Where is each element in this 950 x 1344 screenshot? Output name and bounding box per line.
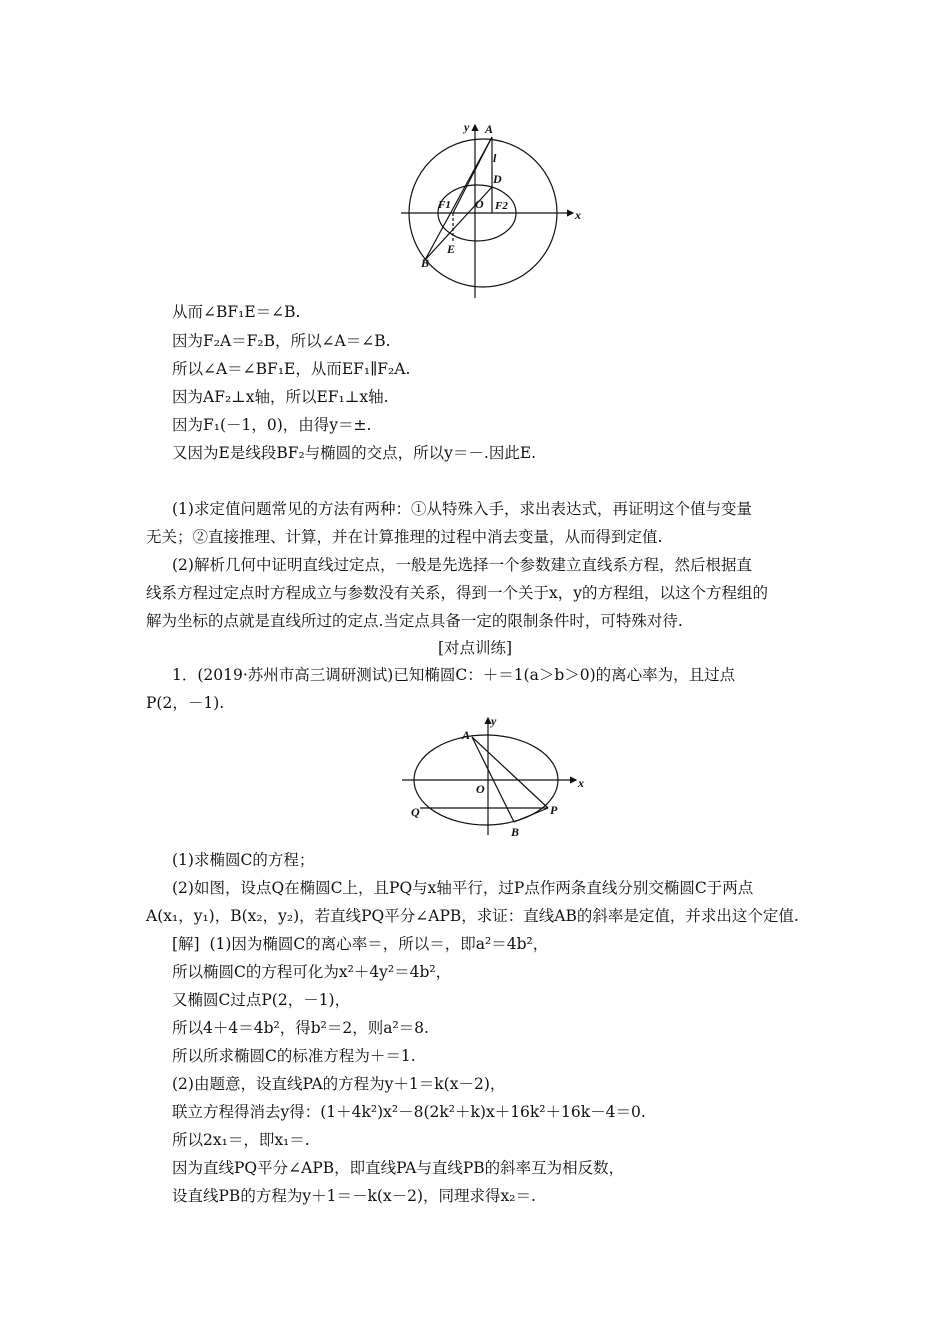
- problem-line-1: 1．(2019·苏州市高三调研测试)已知椭圆C：＋＝1(a＞b＞0)的离心率为，且过点: [172, 666, 736, 684]
- note-1-line-2: 无关；②直接推理、计算，并在计算推理的过程中消去变量，从而得到定值.: [146, 528, 663, 546]
- question-2-line-2: A(x₁，y₁)，B(x₂，y₂)，若直线PQ平分∠APB，求证：直线AB的斜率是定值，并求出这个定值.: [146, 907, 799, 925]
- note-1-line-1: (1)求定值问题常见的方法有两种：①从特殊入手，求出表达式，再证明这个值与变量: [172, 500, 752, 518]
- solution-line: 又椭圆C过点P(2，－1)，: [172, 991, 351, 1009]
- label-x: x: [575, 208, 581, 222]
- solution-line: 所以椭圆C的方程可化为x²＋4y²＝4b²，: [172, 963, 452, 981]
- figure-circle-ellipse: [395, 115, 595, 305]
- label-l: l: [493, 151, 497, 165]
- solution-line: 设直线PB的方程为y＋1＝－k(x－2)，同理求得x₂＝.: [172, 1187, 536, 1205]
- label-b: B: [421, 256, 430, 270]
- problem-line-2: P(2，－1).: [146, 694, 225, 712]
- label-e: E: [447, 242, 456, 256]
- label-f1: F1: [438, 199, 451, 211]
- proof-line: 所以∠A＝∠BF₁E，从而EF₁∥F₂A.: [172, 360, 411, 378]
- solution-line: 所以所求椭圆C的标准方程为＋＝1.: [172, 1047, 416, 1065]
- solution-line: 所以2x₁＝，即x₁＝.: [172, 1131, 310, 1149]
- solution-line: 所以4＋4＝4b²，得b²＝2，则a²＝8.: [172, 1019, 429, 1037]
- note-2-line-2: 线系方程过定点时方程成立与参数没有关系，得到一个关于x，y的方程组，以这个方程组的: [146, 584, 769, 602]
- proof-line: 又因为E是线段BF₂与椭圆的交点，所以y＝－.因此E.: [172, 444, 537, 462]
- proof-line: 从而∠BF₁E＝∠B.: [172, 303, 301, 321]
- proof-line: 因为F₂A＝F₂B，所以∠A＝∠B.: [172, 332, 391, 350]
- label-a: A: [485, 122, 494, 136]
- label-o: O: [476, 782, 485, 796]
- question-1: (1)求椭圆C的方程；: [172, 851, 315, 869]
- proof-line: 因为F₁(－1，0)，由得y＝±.: [172, 416, 372, 434]
- question-2-line-1: (2)如图，设点Q在椭圆C上，且PQ与x轴平行，过P点作两条直线分别交椭圆C于两点: [172, 879, 754, 897]
- label-x: x: [578, 776, 584, 790]
- label-f2: F2: [495, 200, 508, 212]
- solution-line: 因为直线PQ平分∠APB，即直线PA与直线PB的斜率互为相反数，: [172, 1159, 625, 1177]
- label-p: P: [550, 803, 558, 817]
- label-q: Q: [411, 805, 420, 819]
- label-y: y: [491, 714, 497, 728]
- label-d: D: [493, 172, 502, 186]
- label-y: y: [464, 120, 470, 134]
- note-2-line-3: 解为坐标的点就是直线所过的定点.当定点具备一定的限制条件时，可特殊对待.: [146, 612, 683, 630]
- label-b: B: [511, 825, 520, 839]
- training-header: [对点训练]: [437, 639, 513, 657]
- note-2-line-1: (2)解析几何中证明直线过定点，一般是先选择一个参数建立直线系方程，然后根据直: [172, 556, 752, 574]
- solution-line: 联立方程得消去y得：(1＋4k²)x²－8(2k²＋k)x＋16k²＋16k－4＝0.: [172, 1103, 646, 1121]
- figure-ellipse-chords: [398, 712, 593, 840]
- proof-line: 因为AF₂⊥x轴，所以EF₁⊥x轴.: [172, 388, 389, 406]
- solution-line: (2)由题意，设直线PA的方程为y＋1＝k(x－2)，: [172, 1075, 506, 1093]
- line-f1a: [453, 137, 492, 213]
- solution-line: [解] (1)因为椭圆C的离心率＝，所以＝，即a²＝4b²，: [172, 935, 549, 953]
- chord-bp: [514, 808, 548, 822]
- label-o: O: [475, 197, 484, 211]
- label-a: A: [462, 728, 471, 742]
